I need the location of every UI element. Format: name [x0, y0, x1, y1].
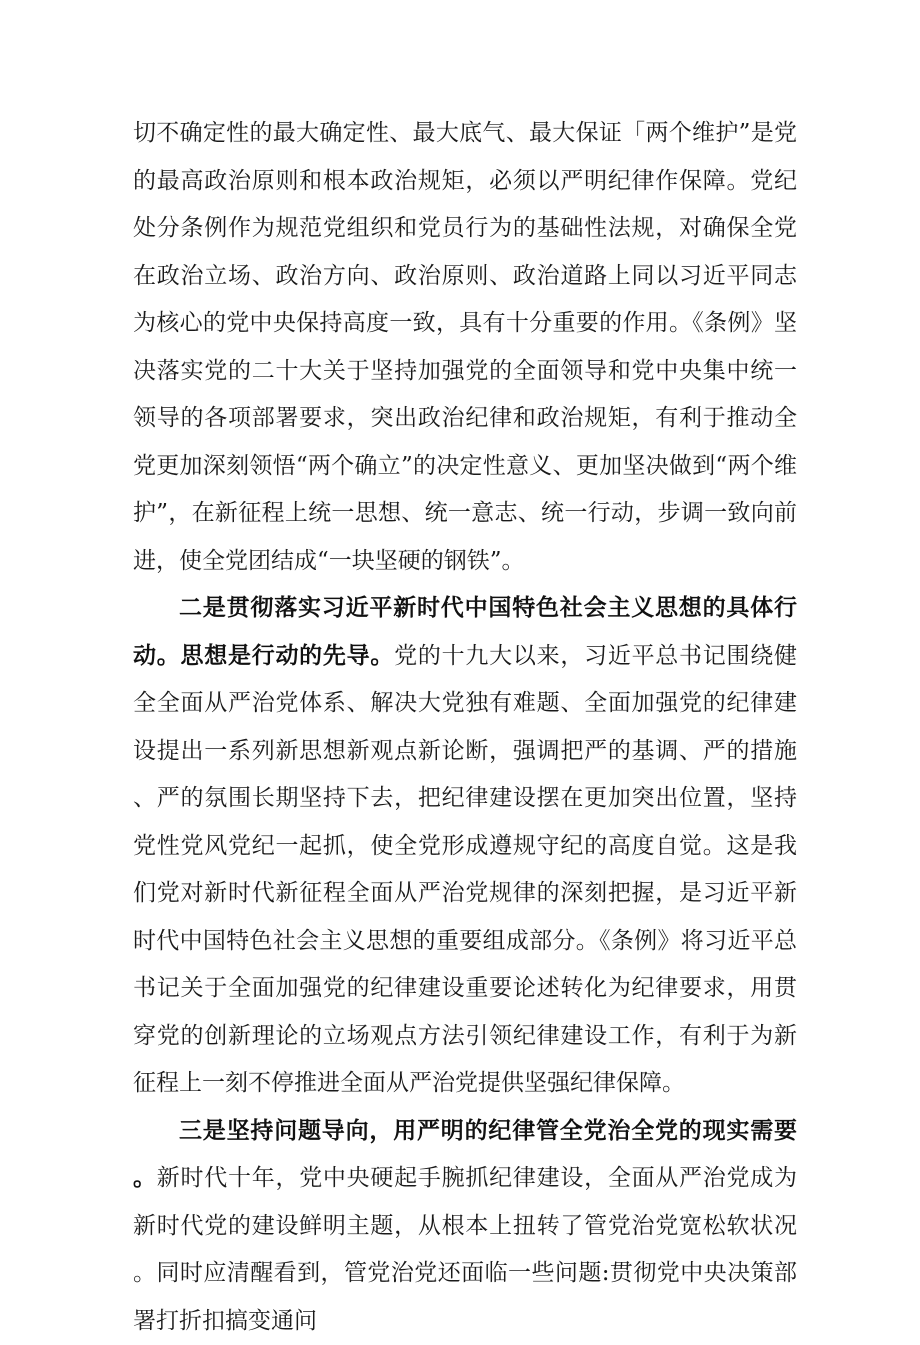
paragraph-3-text: 新时代十年，党中央硬起手腕抓纪律建设，全面从严治党成为新时代党的建设鲜明主题，从根本上扭转了管党治党宽松软状况。同时应清醒看到，管党治党还面临一些问题:贯彻党中央决策部署打折扣搞变通问 — [133, 1165, 797, 1334]
paragraph-3 — [133, 1108, 797, 1345]
paragraph-2-lead: 二是贯彻落实习近平新时代中国特色社会主义思想的具体行动。思想是行动的先导。 — [133, 595, 797, 669]
paragraph-2 — [133, 585, 797, 1108]
paragraph-3-lead: 三是坚持问题导向，用严明的纪律管全党治全党的现实需要。 — [133, 1118, 797, 1192]
paragraph-1 — [133, 110, 797, 585]
document-body — [133, 110, 797, 1345]
paragraph-2-text: 党的十九大以来，习近平总书记围绕健全全面从严治党体系、解决大党独有难题、全面加强党的纪律建设提出一系列新思想新观点新论断，强调把严的基调、严的措施、严的氛围长期坚持下去，把纪律建设摆在更加突出位置，坚持党性党风党纪一起抓，使全党形成遵规守纪的高度自觉。这是我们党对新时代新征程全面从严治党规律的深刻把握，是习近平新时代中国特色社会主义思想的重要组成部分。《条例》将习近平总书记关于全面加强党的纪律建设重要论述转化为纪律要求，用贯穿党的创新理论的立场观点方法引领纪律建设工作，有利于为新征程上一刻不停推进全面从严治党提供坚强纪律保障。 — [133, 643, 797, 1097]
paragraph-1-text: 切不确定性的最大确定性、最大底气、最大保证「两个维护”是党的最高政治原则和根本政治规矩，必须以严明纪律作保障。党纪处分条例作为规范党组织和党员行为的基础性法规，对确保全党在政治立场、政治方向、政治原则、政治道路上同以习近平同志为核心的党中央保持高度一致，具有十分重要的作用。《条例》坚决落实党的二十大关于坚持加强党的全面领导和党中央集中统一领导的各项部署要求，突出政治纪律和政治规矩，有利于推动全党更加深刻领悟“两个确立”的决定性意义、更加坚决做到“两个维护”，在新征程上统一思想、统一意志、统一行动，步调一致向前进，使全党团结成“一块坚硬的钢铁”。 — [133, 120, 797, 574]
